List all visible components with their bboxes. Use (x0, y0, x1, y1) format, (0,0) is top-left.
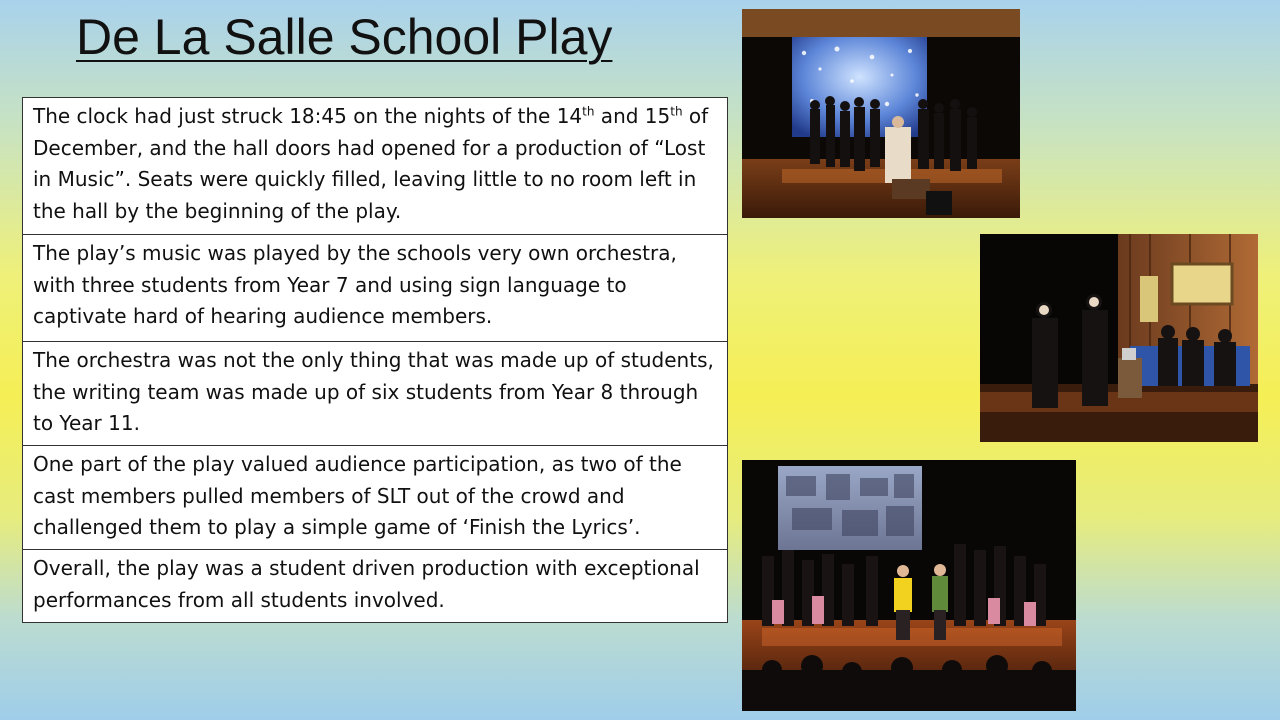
stage-full-cast-photo (742, 460, 1076, 711)
stage-snow-backdrop-photo (742, 9, 1020, 218)
page-title: De La Salle School Play (76, 9, 613, 65)
paragraph-writing-team: The orchestra was not the only thing that was made up of students, the writing team was made up of six students from Year 8 through to Year 11. (23, 342, 727, 446)
paragraph-orchestra: The play’s music was played by the schools very own orchestra, with three students from Year 7 and using sign language to captivate hard of hearing audience members. (23, 235, 727, 342)
paragraph-text: of December, and the hall doors had opened for a production of “Lost in Music”. Seats were quickly filled, leaving little to no room left in the hall by the beginning of the play. (33, 104, 709, 223)
ordinal-suffix: th (670, 104, 683, 119)
article-text-table (22, 97, 728, 623)
paragraph-audience-participation: One part of the play valued audience participation, as two of the cast members pulled members of SLT out of the crowd and challenged them to play a simple game of ‘Finish the Lyrics’. (23, 446, 727, 550)
paragraph-text: The clock had just struck 18:45 on the nights of the 14 (33, 104, 583, 128)
paragraph-overall: Overall, the play was a student driven production with exceptional performances from all students involved. (33, 556, 700, 612)
ordinal-suffix: th (582, 104, 595, 119)
stage-dialogue-scene-photo (980, 234, 1258, 442)
paragraph-text: and 15 (594, 104, 671, 128)
paragraph-opening-nights (23, 98, 727, 235)
